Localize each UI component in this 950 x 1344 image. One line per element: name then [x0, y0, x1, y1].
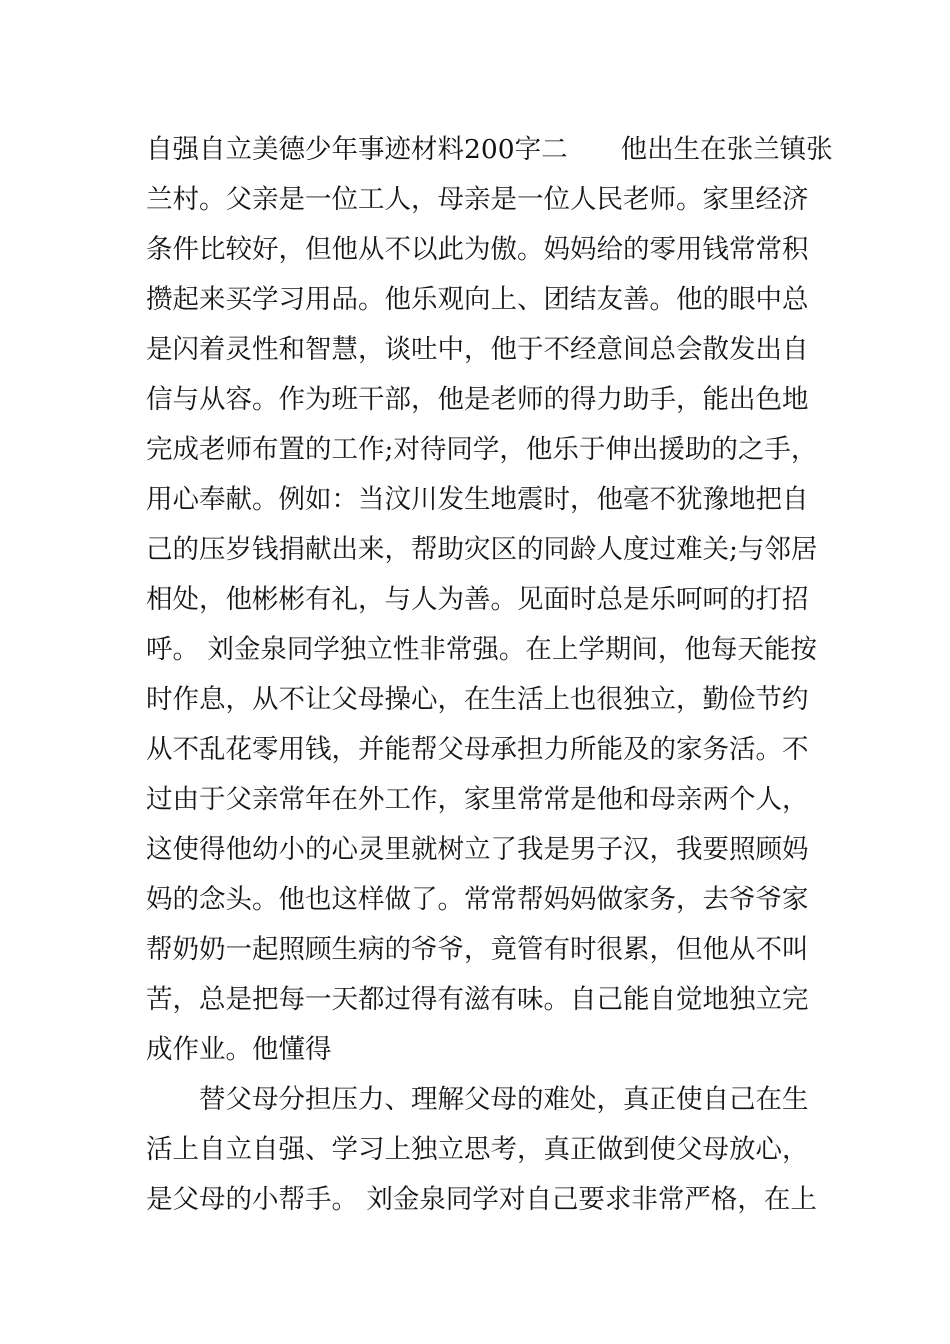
- text-line-14: 过由于父亲常年在外工作，家里常常是他和母亲两个人，: [146, 784, 809, 815]
- text-line-15: 这使得他幼小的心灵里就树立了我是男子汉，我要照顾妈: [146, 834, 809, 865]
- text-line-12: 时作息，从不让父母操心，在生活上也很独立，勤俭节约: [146, 684, 809, 715]
- text-line-18: 苦，总是把每一天都过得有滋有味。自己能自觉地独立完: [146, 984, 809, 1015]
- text-line-19: 成作业。他懂得: [146, 1034, 332, 1065]
- text-line-16: 妈的念头。他也这样做了。常常帮妈妈做家务，去爷爷家: [146, 884, 809, 915]
- body-text: [146, 125, 833, 1225]
- text-line-13: 从不乱花零用钱，并能帮父母承担力所能及的家务活。不: [146, 734, 809, 765]
- text-line-17: 帮奶奶一起照顾生病的爷爷，竟管有时很累，但他从不叫: [146, 934, 809, 965]
- text-line-4: 攒起来买学习用品。他乐观向上、团结友善。他的眼中总: [146, 284, 809, 315]
- text-line-2: 兰村。父亲是一位工人，母亲是一位人民老师。家里经济: [146, 184, 809, 215]
- text-line-9: 己的压岁钱捐献出来，帮助灾区的同龄人度过难关;与邻居: [146, 534, 818, 565]
- text-line-10: 相处，他彬彬有礼，与人为善。见面时总是乐呵呵的打招: [146, 584, 809, 615]
- text-line-21: 活上自立自强、学习上独立思考，真正做到使父母放心，: [146, 1134, 809, 1165]
- text-line-20: 替父母分担压力、理解父母的难处，真正使自己在生: [146, 1084, 809, 1115]
- text-line-1: 自强自立美德少年事迹材料200字二 他出生在张兰镇张: [146, 134, 833, 165]
- text-line-3: 条件比较好，但他从不以此为傲。妈妈给的零用钱常常积: [146, 234, 809, 265]
- text-line-11: 呼。 刘金泉同学独立性非常强。在上学期间，他每天能按: [146, 634, 817, 665]
- text-line-5: 是闪着灵性和智慧，谈吐中，他于不经意间总会散发出自: [146, 334, 809, 365]
- text-line-7: 完成老师布置的工作;对待同学，他乐于伸出援助的之手，: [146, 434, 818, 465]
- text-line-6: 信与从容。作为班干部，他是老师的得力助手，能出色地: [146, 384, 809, 415]
- text-line-22: 是父母的小帮手。 刘金泉同学对自己要求非常严格，在上: [146, 1184, 817, 1215]
- text-line-8: 用心奉献。例如：当汶川发生地震时，他毫不犹豫地把自: [146, 484, 809, 515]
